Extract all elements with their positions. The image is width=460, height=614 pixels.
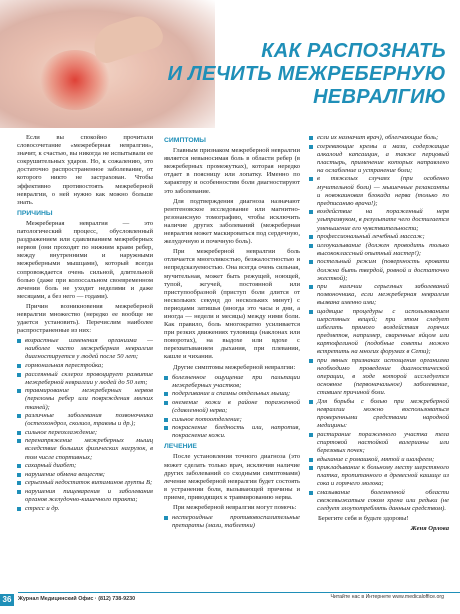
column-3 bbox=[309, 134, 449, 586]
list-item: стресс и др. bbox=[17, 505, 153, 513]
list-item: сахарный диабет; bbox=[17, 462, 153, 470]
page-footer bbox=[0, 592, 460, 614]
paragraph: Причин возникновения межреберной невралгии множество (нередко ее вообще не удается установить). Перечислим наиболее распространенные из них: bbox=[17, 302, 153, 335]
list-item: растирание пораженного участка тела спиртовой настойкой валерианы или березовых почек; bbox=[309, 431, 449, 455]
treatment-list-continued bbox=[309, 134, 449, 513]
list-item: нарушения пищеварения и заболевания органов желудочно-кишечного тракта; bbox=[17, 488, 153, 504]
title-line-2: И ЛЕЧИТЬ МЕЖРЕБЕРНУЮ bbox=[167, 63, 446, 85]
title-line-3: НЕВРАЛГИЮ bbox=[313, 86, 446, 108]
paragraph: При межреберной невралгии боль отличается многоликостью, безжалостностью и непредсказуемостью. Она всегда очень сильная, мучительная, может быть режущей, ноющей, тупой, жгучей, постоянной или приступообразной (приступ боли длится от нескольких секунд до нескольких минут) с периодами затишья (иногда это часы и дни, а иногда — недели и месяцы) между ними боли. Как правило, боль многократно усиливается при резких движениях туловища (наклонах или поворотах), на выдохе или вдохе с перехватыванием дыхания, при плевании, кашле и чихании. bbox=[164, 248, 300, 361]
list-item: согревающие кремы и мази, содержащие алкалоид капсаицин, а также перцовый пластырь, применение которых направлено на ослабление и устранение боли; bbox=[309, 143, 449, 175]
paragraph: Межреберная невралгия — это патологический процесс, обусловленный раздражением или сдавливанием межреберных нервов (они проходят по нижним краям ребер, между внутренними и наружными межреберными мышцами), который всегда сопровождается очень сильной, длительной болью (даже при колоссальном своевременном лечении боль не уходит неделями и даже месяцами, а без него — годами). bbox=[17, 219, 153, 300]
column-2 bbox=[164, 134, 300, 584]
hero bbox=[0, 0, 460, 128]
list-item: постельный режим (поверхность кровати должна быть твердой, ровной и достаточно жесткой); bbox=[309, 258, 449, 282]
list-item: Для борьбы с болью при межреберной невралгии можно воспользоваться проверенными средствами народной медицины: bbox=[309, 398, 449, 430]
list-item: сильное потоотделение; bbox=[164, 416, 300, 424]
symptoms-list bbox=[164, 374, 300, 441]
paragraph: Другие симптомы межреберной невралгии: bbox=[173, 363, 296, 371]
list-item: нарушение обмена веществ; bbox=[17, 471, 153, 479]
list-item: онемение кожи в районе пораженной (сдавленной) нерва; bbox=[164, 399, 300, 415]
list-item: воздействие на пораженный нерв ультразвуком, в результате чего достигается уменьшение его чувствительности; bbox=[309, 208, 449, 232]
list-item: возрастные изменения организма — наиболее часто межреберная невралгия диагностируется у людей после 50 лет; bbox=[17, 337, 153, 361]
list-item: при явных признаках истощения организма необходимо проведение диагностической операции, в ходе которой исследуется основное (первоначальное) заболевание, ставшее причиной боли. bbox=[309, 357, 449, 397]
list-item: перенапряжение межреберных мышц вследствие больших физических нагрузок, в том числе спортивных; bbox=[17, 437, 153, 461]
page-number: 36 bbox=[0, 594, 14, 606]
causes-list bbox=[17, 337, 153, 512]
intro-paragraph: Если вы спокойно прочитали словосочетание «межреберная невралгия», значит, к счастью, вы никогда не испытывали ее сокрушительных ударов. Но, к сожалению, это достаточно распространенное заболевание, от которого никто не застрахован. Чтобы эффективно противостоять межреберной невралгии, о ней нужно как можно больше знать. bbox=[17, 134, 153, 206]
heading-symptoms: СИМПТОМЫ bbox=[164, 137, 206, 144]
list-item: прикладывание к больному месту шерстяного платка, пропитанного в древесной кашице из сока и горячего молока; bbox=[309, 464, 449, 488]
footer-rule bbox=[18, 592, 460, 593]
list-item: при наличии серьезных заболеваний позвоночника, если межреберная невралгия вызвана именно ими; bbox=[309, 283, 449, 307]
title-line-1: КАК РАСПОЗНАТЬ bbox=[261, 40, 446, 62]
paragraph: После установления точного диагноза (это может сделать только врач, исключив наличие других заболеваний со сходными симптомами) лечение межреберной невралгии будет состоять в устранении боли, вызывающей причины и приеме, приводящих к травмированию нерва. bbox=[164, 453, 300, 501]
heading-treatment: ЛЕЧЕНИЕ bbox=[164, 443, 197, 451]
list-item: гормональная перестройка; bbox=[17, 362, 153, 370]
list-item: смазывание болезненной области свежевыжатым соком хрена или редьки (не следует злоупотреблять данным средством). bbox=[309, 489, 449, 513]
list-item: покраснение бледность или, напротив, покраснение кожи. bbox=[164, 424, 300, 440]
paragraph: Главным признаком межреберной невралгии является невыносимая боль в области ребер (в межреберных промежутках), которая нередко отдает в поясницу или лопатку. Именно по характеру и особенностям боли диагностируют это заболевание. bbox=[164, 147, 300, 195]
column-1 bbox=[17, 134, 153, 582]
magazine-info: Журнал Медицинский Офис · (812) 738-9230 bbox=[18, 596, 136, 602]
list-item: вдыхание с ромашкой, мятой и шалфеем; bbox=[309, 456, 449, 464]
list-item: в тяжелых случаях (при особенно мучительной боли) — мышечные релаксанты и новокаиновая блокада нерва (только по предписанию врача!); bbox=[309, 175, 449, 207]
website-info[interactable]: Читайте нас в Интернете www.medicaloffice.org bbox=[330, 594, 444, 600]
list-item: травмирование межреберных нервов (переломы ребер или повреждения мягких тканей); bbox=[17, 387, 153, 411]
list-item: профессиональный лечебный массаж; bbox=[309, 233, 449, 241]
list-item: подергивание и спазмы отдельных мышц; bbox=[164, 390, 300, 398]
article-title bbox=[168, 40, 446, 109]
treatment-list bbox=[164, 514, 300, 530]
list-item: болезненное ощущение при пальпации межреберных участков; bbox=[164, 374, 300, 390]
list-item: различные заболевания позвоночника (остеохондроз, сколиоз, травмы и др.); bbox=[17, 412, 153, 428]
paragraph: При межреберной невралгии могут помочь: bbox=[173, 504, 297, 512]
closing-line: Берегите себя и будьте здоровы! bbox=[318, 515, 409, 523]
list-item: рассеянный склероз провоцирует развитие межреберной невралгии у людей до 50 лет; bbox=[17, 371, 153, 387]
paragraph: Для подтверждения диагноза назначают рентгеновское исследование или магнитно-резонансную томографию, чтобы исключить наличие других заболеваний (межреберная невралгия может маскироваться под сердечную, желудочную и почечную боль). bbox=[164, 197, 300, 246]
list-item: серьезный недостаток витаминов группы В; bbox=[17, 479, 153, 487]
list-item: сильное переохлаждение; bbox=[17, 429, 153, 437]
list-item: если их назначит врач), облегчающие боль; bbox=[309, 134, 449, 142]
heading-causes: ПРИЧИНЫ bbox=[17, 209, 53, 217]
author-name: Женя Орлова bbox=[410, 525, 449, 533]
list-item: нестероидные противовоспалительные препараты (мази, таблетки) bbox=[164, 514, 300, 530]
list-item: иглоукалывание (должен проводить только высококлассный опытный мастер!); bbox=[309, 242, 449, 258]
list-item: щадящие процедуры с использованием шерстяных вещей; при этом следует избегать прямого воздействия горячих предметов, например, сваренные яйцом или картофелиной (подобные советы можно встретить на многих форумах в Сети); bbox=[309, 308, 449, 357]
